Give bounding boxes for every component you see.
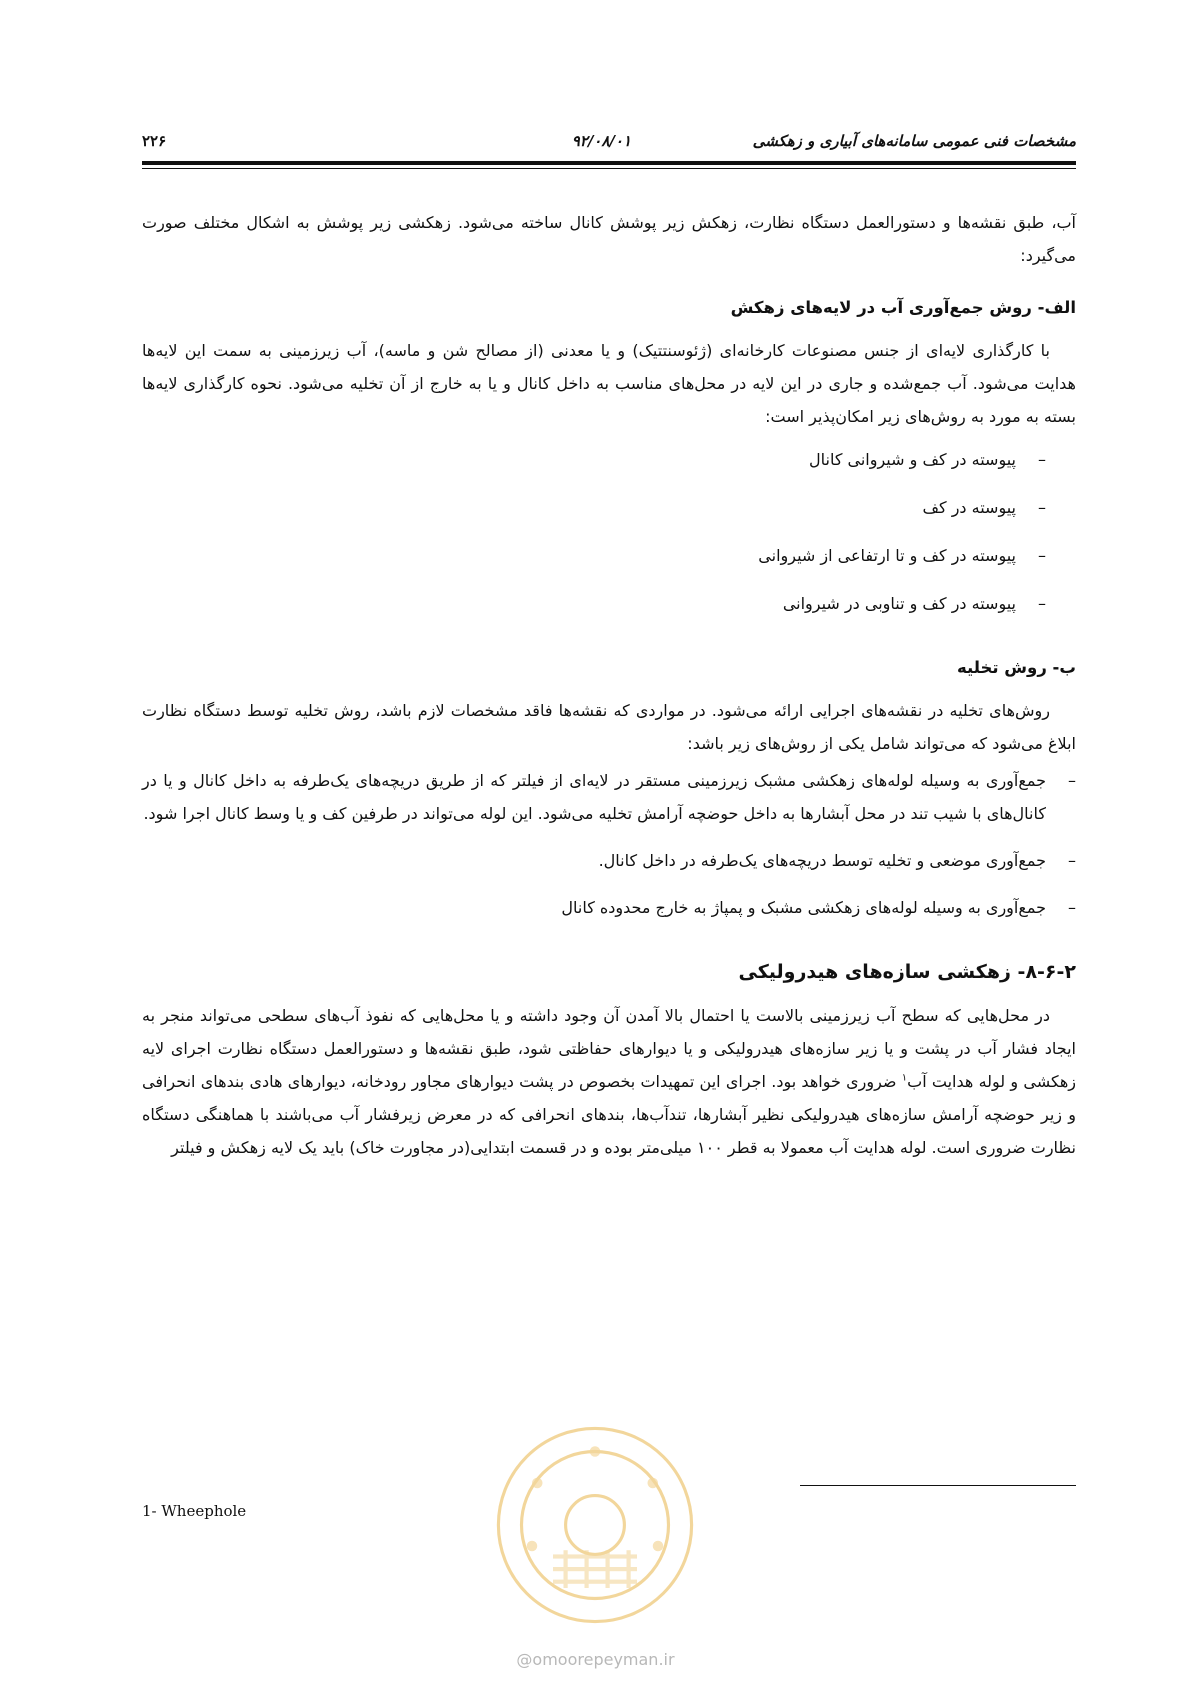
section-c-paragraph [142, 999, 1076, 1164]
section-b-heading: ب- روش تخلیه [956, 658, 1076, 677]
footnote-rule [800, 1485, 1076, 1486]
section-a-paragraph: با کارگذاری لایه‌ای از جنس مصنوعات کارخانه‌ای (ژئوسنتتیک) و یا معدنی (از مصالح شن و ماسه)، آب زیرزمینی به سمت این لایه‌ها هدایت می‌شود. آب جمع‌شده و جاری در این لایه در محل‌های مناسب به داخل کانال و یا به خارج از آن تخلیه می‌شود. نحوه کارگذاری لایه‌ها بسته به مورد به روش‌های زیر امکان‌پذیر است: [142, 341, 1076, 426]
page-header [142, 128, 1076, 154]
intro-paragraph: آب، طبق نقشه‌ها و دستورالعمل دستگاه نظارت، زهکش زیر پوشش کانال ساخته می‌شود. زهکشی زیر پوشش به اشکال مختلف صورت می‌گیرد: [142, 213, 1076, 265]
footnote: 1- Wheephole [142, 1502, 247, 1520]
section-c-text-part1: در محل‌هایی که سطح آب زیرزمینی بالاست یا احتمال بالا آمدن آن وجود داشته و یا محل‌هایی که نفوذ آب‌های سطحی می‌تواند منجر به ایجاد فشار آب در پشت و یا زیر سازه‌های هیدرولیکی و یا دیوارهای حفاظتی شود، طبق نقشه‌ها و دستورالعمل دستگاه نظارت اجرای لایه زهکشی و لوله هدایت آب [142, 1006, 1077, 1091]
section-b-list [142, 764, 1076, 924]
page-number: ۲۲۶ [142, 132, 167, 150]
watermark-seal-icon [490, 1420, 700, 1630]
header-rule-thin [142, 168, 1076, 169]
header-date: ۹۲/۰۸/۰۱ [571, 132, 631, 150]
section-a-list [142, 443, 1076, 620]
list-item: – پیوسته در کف و تا ارتفاعی از شیروانی [142, 539, 1016, 572]
list-item: – پیوسته در کف و تناوبی در شیروانی [142, 587, 1016, 620]
list-item: – جمع‌آوری موضعی و تخلیه توسط دریچه‌های یک‌طرفه در داخل کانال. [142, 844, 1076, 877]
watermark-site: @omoorepeyman.ir [516, 1650, 675, 1669]
list-item: – جمع‌آوری به وسیله لوله‌های زهکشی مشبک زیرزمینی مستقر در لایه‌ای از فیلتر که از طریق دریچه‌های یک‌طرفه به داخل کانال و یا در کانال‌های با شیب تند در محل آبشارها به داخل حوضچه آرامش تخلیه می‌شود. این لوله می‌تواند در طرفین کف و یا وسط کانال اجرا شود. [142, 764, 1076, 830]
header-title: مشخصات فنی عمومی سامانه‌های آبیاری و زهکشی [752, 132, 1076, 150]
section-a-heading: الف- روش جمع‌آوری آب در لایه‌های زهکش [730, 298, 1076, 317]
page-body [142, 206, 1076, 1164]
footnote-marker: ۱ [901, 1072, 908, 1084]
section-c-heading: ۸-۶-۲- زهکشی سازه‌های هیدرولیکی [738, 961, 1076, 983]
section-c-text-part2: ضروری خواهد بود. اجرای این تمهیدات بخصوص در پشت دیوارهای مجاور رودخانه، دیوارهای هادی بندهای انحرافی و زیر حوضچه آرامش سازه‌های هیدرولیکی نظیر آبشارها، تندآب‌ها، بندهای انحرافی که در معرض زیرفشار آب می‌باشند با هماهنگی دستگاه نظارت ضروری است. لوله هدایت آب معمولا به قطر ۱۰۰ میلی‌متر بوده و در قسمت ابتدایی(در مجاورت خاک) باید یک لایه زهکش و فیلتر [142, 1072, 1076, 1157]
section-b-paragraph: روش‌های تخلیه در نقشه‌های اجرایی ارائه می‌شود. در مواردی که نقشه‌ها فاقد مشخصات لازم باشد، روش تخلیه توسط دستگاه نظارت ابلاغ می‌شود که می‌تواند شامل یکی از روش‌های زیر باشد: [142, 701, 1076, 753]
list-item: – پیوسته در کف [142, 491, 1016, 524]
list-item: – جمع‌آوری به وسیله لوله‌های زهکشی مشبک و پمپاژ به خارج محدوده کانال [142, 891, 1076, 924]
header-rule-thick [142, 161, 1076, 165]
list-item: – پیوسته در کف و شیروانی کانال [142, 443, 1016, 476]
